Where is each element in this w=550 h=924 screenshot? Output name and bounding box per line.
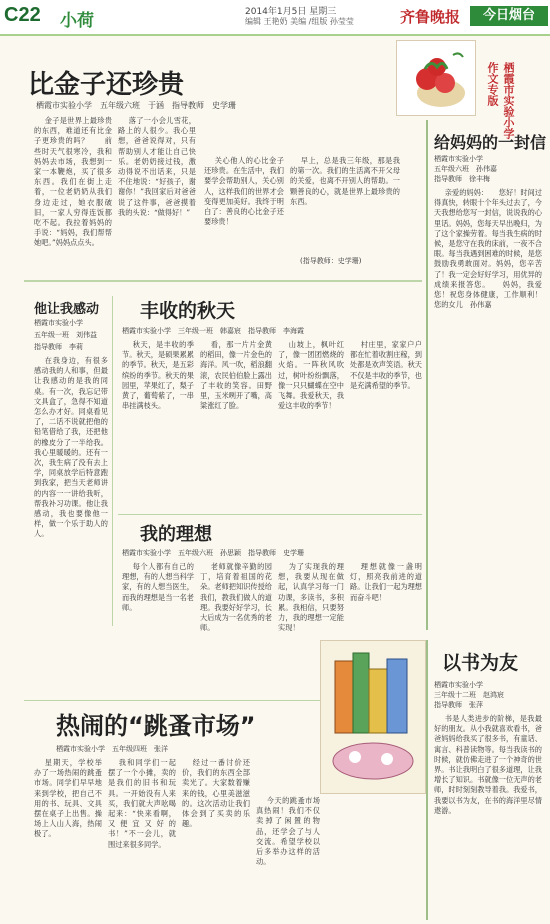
article-signoff: (指导教师：史学珊) xyxy=(300,257,362,265)
editor-credits: 编辑 王艳奶 美编 /组版 孙莹莹 xyxy=(245,17,354,26)
column-divider xyxy=(426,640,428,920)
issue-date: 2014年1月5日 星期三 xyxy=(245,7,337,17)
article-teacher: 指导教师 张萍 xyxy=(434,701,483,709)
article-text: 亲爱的妈妈： 您好！时间过得真快，转眼十个年头过去了，今天我想给您写一封信，说说我的心里话。妈妈，您每天早出晚归，为了这个家操劳着。每当我生病的时候，是您守在我的床前，一夜不合眼。每当我遇到困难的时候，是您鼓励我勇敢面对。妈妈，您辛苦了！我一定会好好学习，用优异的成绩来报答您。 妈妈，我爱您！祝您身体健康，工作顺利！ 您的女儿 孙伟嘉 xyxy=(434,188,542,310)
article-text: 经过一番讨价还价，我们的东西全部卖光了。大家数着赚来的钱，心里美滋滋的。这次活动让我们体会到了买卖的乐趣。 xyxy=(182,758,250,829)
article-title: 我的理想 xyxy=(140,524,212,545)
article-byline: 栖霞市实验小学 五年级六班 孙思颖 指导教师 史学珊 xyxy=(122,549,304,557)
edition-logo: 今日烟台 xyxy=(470,6,548,26)
article-text: 老师就像辛勤的园丁，培育着祖国的花朵。老师把知识传授给我们，教我们做人的道理。我要好好学习，长大后成为一名优秀的老师。 xyxy=(200,562,272,633)
article-byline: 栖霞市实验小学 五年级四班 张洋 xyxy=(56,745,168,753)
article-class: 五年级六班 孙伟嘉 xyxy=(434,165,497,173)
article-text: 村庄里，家家户户都在忙着收割庄稼，到处都是欢声笑语。秋天不仅是丰收的季节，也是充满希望的季节。 xyxy=(350,340,422,390)
article-text: 关心他人的心比金子还珍贵。在生活中，我们要学会帮助别人，关心别人，这样我们的世界才会变得更加美好。我终于明白了：善良的心比金子还要珍贵！ xyxy=(204,156,284,227)
article-text: 书是人类进步的阶梯，是我最好的朋友。从小我就喜欢看书，爸爸妈妈给我买了很多书，有童话、寓言、科普读物等。每当我读书的时候，就仿佛走进了一个神奇的世界。书让我明白了很多道理，让我增长了知识。书就像一位无声的老师，时时刻刻教导着我。我爱书，我要以书为友，在书的海洋里尽情遨游。 xyxy=(434,714,542,815)
article-byline: 栖霞市实验小学 三年级一班 韩嘉宸 指导教师 李海霞 xyxy=(122,327,304,335)
article-text: 每个人都有自己的理想，有的人想当科学家，有的人想当医生，而我的理想是当一名老师。 xyxy=(122,562,194,612)
column-divider xyxy=(426,120,428,630)
article-text: 早上，总是我三年级，那是我的第一次。我们的生活离不开父母的关爱，也离不开别人的帮助。一颗善良的心，就是世界上最珍贵的东西。 xyxy=(290,156,400,206)
article-text: 我和同学们一起摆了一个小摊，卖的是我们的旧书和玩具。一开始没有人来买，我们就大声吆喝起来：“快来看啊，又便宜又好的书！”不一会儿，就围过来很多同学。 xyxy=(108,758,176,849)
article-title: 给妈妈的一封信 xyxy=(434,133,547,152)
newspaper-logo: 齐鲁晚报 xyxy=(400,8,461,26)
divider xyxy=(24,280,422,282)
article-class: 五年级一班 刘伟益 xyxy=(34,331,97,339)
article-school: 栖霞市实验小学 xyxy=(34,319,83,327)
article-title: 他让我感动 xyxy=(34,302,100,317)
article-school: 栖霞市实验小学 xyxy=(434,681,483,689)
strawberry-illustration xyxy=(396,40,476,116)
article-title: 丰收的秋天 xyxy=(140,300,236,322)
article-text: 秋天，是丰收的季节。秋天，是硕果累累的季节。秋天，是五彩缤纷的季节。秋天的果园里，苹果红了，梨子黄了，葡萄紫了，一串串挂满枝头。 xyxy=(122,340,194,411)
column-tag: 栖霞市实验小学作文专版 xyxy=(486,62,515,139)
article-text: 为了实现我的理想，我要从现在做起，认真学习每一门功课，多读书，多积累。我相信，只要努力，我的理想一定能实现！ xyxy=(278,562,344,633)
page-number: C22 xyxy=(4,4,41,26)
article-title: 以书为友 xyxy=(442,652,519,674)
article-text: 落了一小会儿雪花，路上的人很少。我心里想，爸爸说得对，只有帮助别人才能让自己快乐。老奶奶接过钱，激动得说不出话来，只是不住地说：“好孩子，谢谢你！”我回家后对爸爸说了这件事，爸爸摸着我的头说：“做得好！” xyxy=(118,116,196,217)
article-teacher: 指导教师 李莉 xyxy=(34,343,83,351)
books-illustration xyxy=(320,640,426,794)
article-byline: 栖霞市实验小学 五年级六班 于涵 指导教师 史学珊 xyxy=(36,101,236,110)
article-text: 看，那一片片金黄的稻田，像一片金色的海洋。风一吹，稻浪翻滚，农民伯伯脸上露出了丰收的笑容。田野里，玉米咧开了嘴，高粱涨红了脸。 xyxy=(200,340,272,411)
section-name: 小荷 xyxy=(60,11,94,31)
divider xyxy=(118,514,422,515)
article-text: 星期天，学校举办了一场热闹的跳蚤市场。同学们早早地来到学校，把自己不用的书、玩具、文具摆在桌子上出售。操场上人山人海，热闹极了。 xyxy=(34,758,102,839)
article-school: 栖霞市实验小学 xyxy=(434,155,483,163)
article-class: 三年级十二班 赵鸿宸 xyxy=(434,691,504,699)
article-text: 在我身边，有很多感动我的人和事，但最让我感动的是我的同桌。有一次，我忘记带文具盒了，急得不知道怎么办才好。同桌看见了，二话不说就把他的铅笔借给了我，还把他的橡皮分了一半给我。我心里暖暖的。还有一次，我生病了没有去上学，同桌放学后特意跑到我家，把当天老师讲的内容一一讲给我听，帮我补习功课。他让我感动，我也要像他一样，做一个乐于助人的人。 xyxy=(34,356,108,539)
article-title: 比金子还珍贵 xyxy=(28,70,185,100)
article-text: 今天的跳蚤市场真热闹！我们不仅卖掉了闲置的物品，还学会了与人交流。希望学校以后多举办这样的活动。 xyxy=(256,796,320,867)
divider xyxy=(24,700,320,701)
article-text: 理想就像一盏明灯，照亮我前进的道路。让我们一起为理想而奋斗吧！ xyxy=(350,562,422,602)
column-divider xyxy=(112,296,113,626)
article-text: 山坡上，枫叶红了，像一团团燃烧的火焰。一阵秋风吹过，树叶纷纷飘落，像一只只蝴蝶在空中飞舞。我爱秋天，我爱这丰收的季节！ xyxy=(278,340,344,411)
article-teacher: 指导教师 徐丰梅 xyxy=(434,175,490,183)
article-title: 热闹的“跳蚤市场” xyxy=(56,712,256,740)
article-text: 金子是世界上最珍贵的东西，难道还有比金子更珍贵的吗？ 前些时天气很寒冷，我和妈妈去市场，我想到一家一本鞭炮，买了很多东西。我们在街上走着，一位老奶奶从我们身边走过，她衣服破旧，一家人穷得连饭都吃不起。我拉着妈妈的手说：“妈妈，我们帮帮她吧。”妈妈点点头。 xyxy=(34,116,112,248)
